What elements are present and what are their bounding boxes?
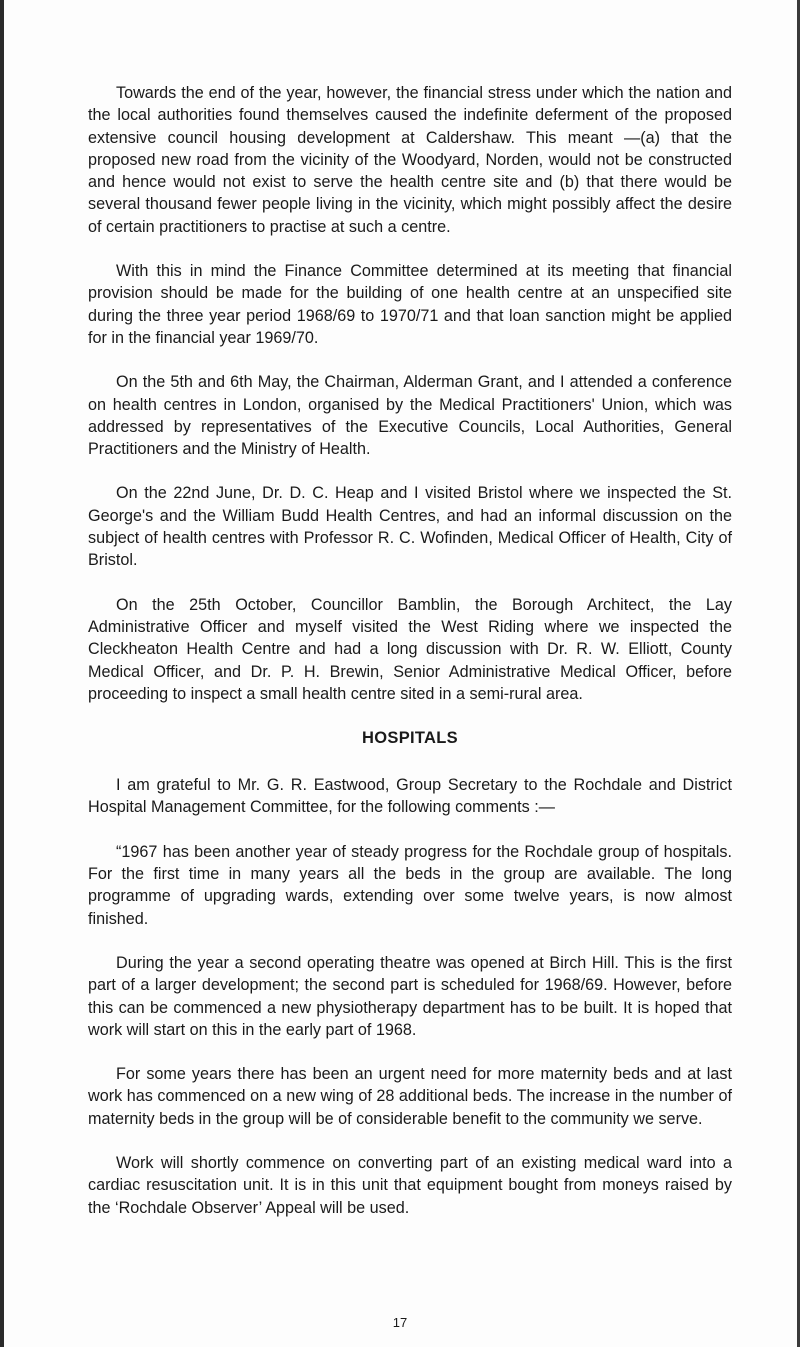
paragraph-london-conference: On the 5th and 6th May, the Chairman, Alderman Grant, and I attended a conference on health centres in London, organised by the Medical Practitioners' Union, which was addressed by representatives of the Executive Councils, Local Authorities, General Practitioners and the Ministry of Health. xyxy=(88,373,732,459)
paragraph-maternity-beds: For some years there has been an urgent need for more maternity beds and at last work has commenced on a new wing of 28 additional beds. The increase in the number of maternity beds in the group will be of considerable benefit to the community we serve. xyxy=(88,1065,732,1128)
paragraph-group-secretary: I am grateful to Mr. G. R. Eastwood, Group Secretary to the Rochdale and District Hospital Management Committee, for the following comments :— xyxy=(88,776,732,817)
paragraph-west-riding-visit: On the 25th October, Councillor Bamblin, the Borough Architect, the Lay Administrative Officer and myself visited the West Riding where we inspected the Cleckheaton Health Centre and had a long discussion with Dr. R. W. Elliott, County Medical Officer, and Dr. P. H. Brewin, Senior Administrative Medical Officer, before proceeding to inspect a small health centre sited in a semi-rural area. xyxy=(88,595,732,703)
section-heading-hospitals: HOSPITALS xyxy=(362,729,458,748)
paragraph-operating-theatre: During the year a second operating theatre was opened at Birch Hill. This is the first part of a larger development; the second part is scheduled for 1968/69. However, before this can be commenced a new physiotherapy department has to be built. It is hoped that work will start on this in the early part of 1968. xyxy=(88,953,732,1039)
paragraph-finance-committee: With this in mind the Finance Committee determined at its meeting that financial provision should be made for the building of one health centre at an unspecified site during the three year period 1968/69 to 1970/71 and that loan sanction might be applied for in the financial year 1969/70. xyxy=(88,262,732,347)
page-number: 17 xyxy=(392,1315,408,1330)
paragraph-cardiac-unit: Work will shortly commence on converting part of an existing medical ward into a cardiac resuscitation unit. It is in this unit that equipment bought from moneys raised by the ‘Rochdale Observer’ Appeal will be used. xyxy=(88,1153,732,1217)
paragraph-steady-progress: “1967 has been another year of steady progress for the Rochdale group of hospitals. For the first time in many years all the beds in the group are available. The long programme of upgrading wards, extending over some twelve years, is now almost finished. xyxy=(88,842,732,928)
body-text xyxy=(88,82,732,1241)
paragraph-caldershaw-deferment: Towards the end of the year, however, the financial stress under which the nation and the local authorities found themselves caused the indefinite deferment of the proposed extensive council housing development at Caldershaw. This meant —(a) that the proposed new road from the vicinity of the Woodyard, Norden, would not be constructed and hence would not exist to serve the health centre site and (b) that there would be several thousand fewer people living in the vicinity, which might possibly affect the desire of certain practitioners to practise at such a centre. xyxy=(88,84,732,236)
scan-edge-left xyxy=(0,0,4,1347)
paragraph-bristol-visit: On the 22nd June, Dr. D. C. Heap and I visited Bristol where we inspected the St. George's and the William Budd Health Centres, and had an informal discussion on the subject of health centres with Professor R. C. Wofinden, Medical Officer of Health, City of Bristol. xyxy=(88,484,732,570)
